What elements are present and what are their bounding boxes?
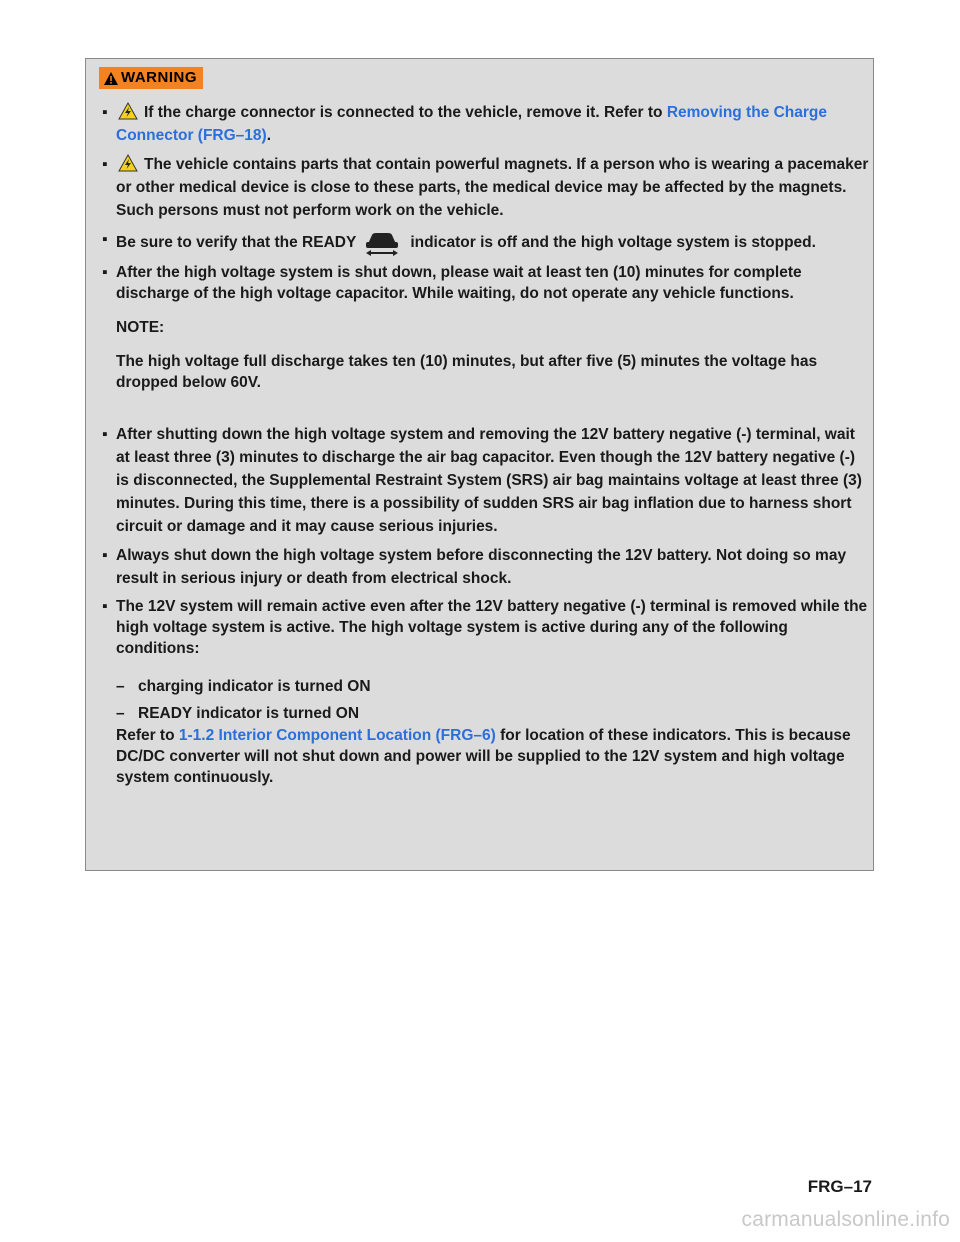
link-interior-component-location[interactable]: 1-1.2 Interior Component Location (FRG–6)	[178, 727, 496, 744]
high-voltage-icon	[118, 102, 138, 120]
bullet: ▪	[102, 156, 108, 173]
warning-triangle-icon	[103, 71, 119, 86]
bullet: ▪	[102, 547, 108, 564]
condition-text: charging indicator is turned ON	[138, 678, 371, 695]
condition-item	[98, 702, 869, 725]
warning-label: WARNING	[121, 69, 197, 86]
warning-content	[98, 101, 869, 788]
bullet: ▪	[102, 264, 108, 281]
item-text: If the charge connector is connected to the vehicle, remove it. Refer to	[144, 104, 667, 121]
ready-car-icon	[362, 228, 402, 256]
list-item	[98, 153, 869, 222]
item-text: Always shut down the high voltage system before disconnecting the 12V battery. Not doing so may result in serious injury or death from electrical shock.	[116, 547, 847, 587]
spacer	[98, 665, 869, 675]
bullet: ▪	[102, 104, 108, 121]
item-text: After shutting down the high voltage system and removing the 12V battery negative (-) terminal, wait at least three (3) minutes to discharge the air bag capacitor. Even though the 12V battery negative (-) is disconnected, the Supplemental Restraint System (SRS) air bag maintains voltage at least three (3) minutes. During this time, there is a possibility of sudden SRS air bag inflation due to harness short circuit or damage and it may cause serious injuries.	[116, 426, 862, 535]
warning-badge	[99, 67, 203, 89]
item-text: Be sure to verify that the READY	[116, 234, 357, 251]
list-item	[98, 262, 869, 304]
bullet: ▪	[102, 231, 108, 248]
list-item	[98, 423, 869, 538]
bullet: ▪	[102, 426, 108, 443]
dash: –	[116, 678, 125, 695]
watermark: carmanualsonline.info	[741, 1208, 950, 1231]
list-item: ▪ If the charge connector is connected to the vehicle, remove it. Refer to Removing the Charge Connector (FRG–18).	[98, 101, 869, 147]
list-item	[98, 544, 869, 590]
note-text: The high voltage full discharge takes ten (10) minutes, but after five (5) minutes the voltage has dropped below 60V.	[116, 353, 818, 391]
high-voltage-icon	[118, 154, 138, 172]
warning-box	[85, 58, 874, 871]
spacer	[98, 393, 869, 423]
item-text: The 12V system will remain active even after the 12V battery negative (-) terminal is removed while the high voltage system is active. The high voltage system is active during any of the following conditions:	[116, 598, 868, 657]
item-text: indicator is off and the high voltage system is stopped.	[410, 234, 816, 251]
list-item	[98, 228, 869, 256]
item-text: After the high voltage system is shut down, please wait at least ten (10) minutes for complete discharge of the high voltage capacitor. While waiting, do not operate any vehicle functions.	[116, 264, 802, 302]
link-removing-charge-connector[interactable]: Removing the Charge Connector (FRG–18)	[116, 104, 828, 144]
condition-text: READY indicator is turned ON	[138, 705, 360, 722]
note-label: NOTE:	[116, 319, 165, 336]
condition-item	[98, 675, 869, 698]
refer-paragraph: Refer to 1-1.2 Interior Component Location (FRG–6) for location of these indicators. This is because DC/DC converter will not shut down and power will be supplied to the 12V system and high voltage system continuously.	[116, 727, 851, 786]
bullet: ▪	[102, 598, 108, 615]
page-number: FRG–17	[807, 1177, 872, 1196]
list-item	[98, 596, 869, 659]
item-text: The vehicle contains parts that contain powerful magnets. If a person who is wearing a pacemaker or other medical device is close to these parts, the medical device may be affected by the magnets. Such persons must not perform work on the vehicle.	[116, 156, 869, 219]
dash: –	[116, 705, 125, 722]
